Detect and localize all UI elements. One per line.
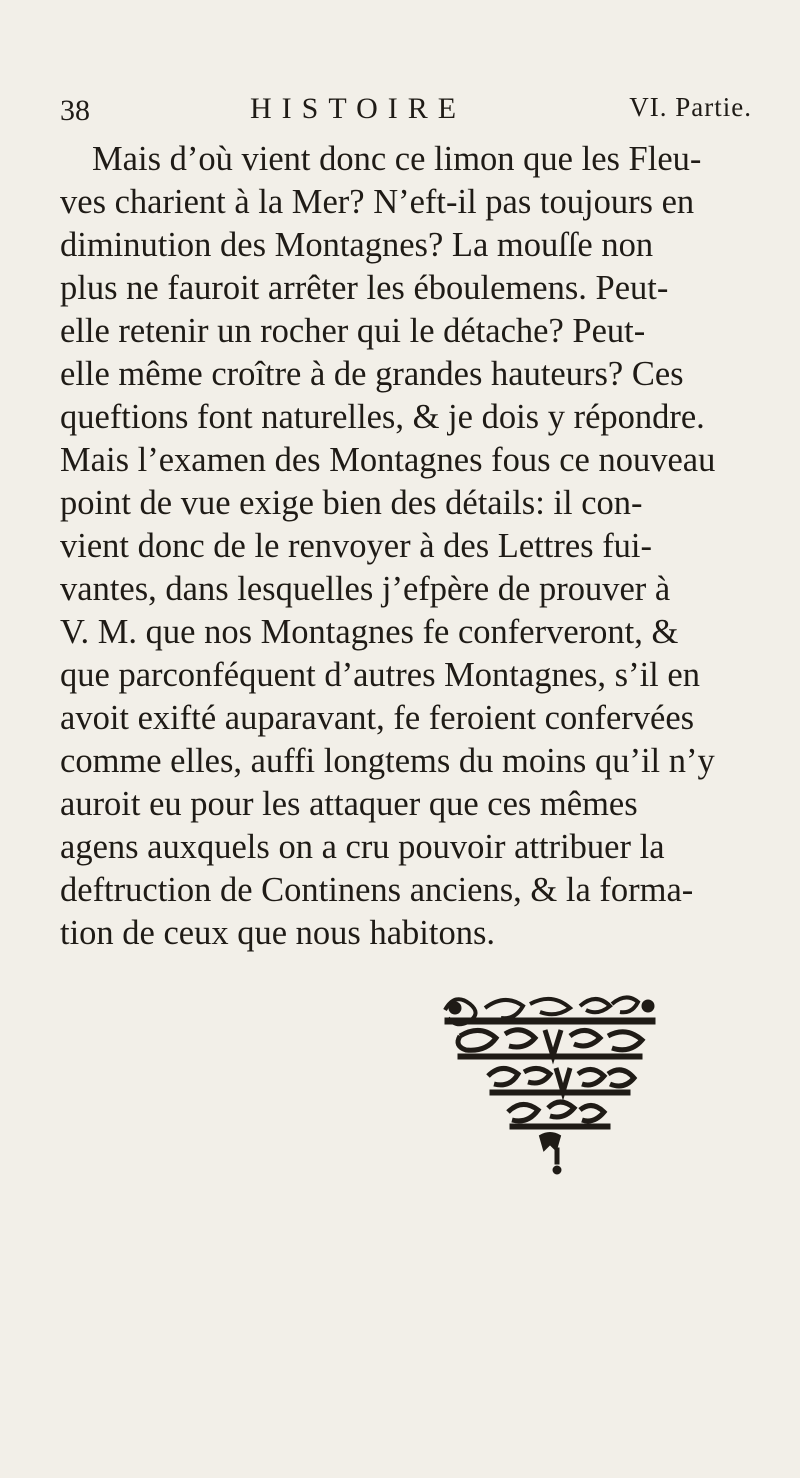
text-line: comme elles, auffi longtems du moins qu’il n’y bbox=[60, 742, 715, 780]
text-line: queftions font naturelles, & je dois y répondre. bbox=[60, 398, 705, 436]
page-number: 38 bbox=[60, 94, 90, 127]
text-line: V. M. que nos Montagnes fe conferveront, & bbox=[60, 613, 679, 651]
text-line: point de vue exige bien des détails: il con- bbox=[60, 484, 643, 522]
text-line: elle retenir un rocher qui le détache? Peut- bbox=[60, 312, 646, 350]
text-line: diminution des Montagnes? La mouſſe non bbox=[60, 226, 654, 264]
text-line: deftruction de Continens anciens, & la forma- bbox=[60, 871, 694, 909]
text-line: que parconféquent d’autres Montagnes, s’il en bbox=[60, 656, 700, 694]
text-line: Mais d’où vient donc ce limon que les Fleu- bbox=[92, 140, 702, 178]
text-line: plus ne fauroit arrêter les éboulemens. Peut- bbox=[60, 269, 669, 307]
text-line: elle même croître à de grandes hauteurs? Ces bbox=[60, 355, 684, 393]
text-line: avoit exifté auparavant, fe feroient confervées bbox=[60, 699, 695, 737]
part-label: VI. Partie. bbox=[629, 92, 752, 122]
text-line: tion de ceux que nous habitons. bbox=[60, 914, 496, 952]
text-line: ves charient à la Mer? N’eft-il pas toujours en bbox=[60, 183, 695, 221]
text-line: vantes, dans lesquelles j’efpère de prouver à bbox=[60, 570, 671, 608]
text-line: Mais l’examen des Montagnes fous ce nouveau bbox=[60, 441, 716, 479]
text-line: agens auxquels on a cru pouvoir attribuer la bbox=[60, 828, 665, 866]
text-line: auroit eu pour les attaquer que ces mêmes bbox=[60, 785, 638, 823]
text-line: vient donc de le renvoyer à des Lettres fui- bbox=[60, 527, 653, 565]
running-title: HISTOIRE bbox=[250, 92, 467, 125]
